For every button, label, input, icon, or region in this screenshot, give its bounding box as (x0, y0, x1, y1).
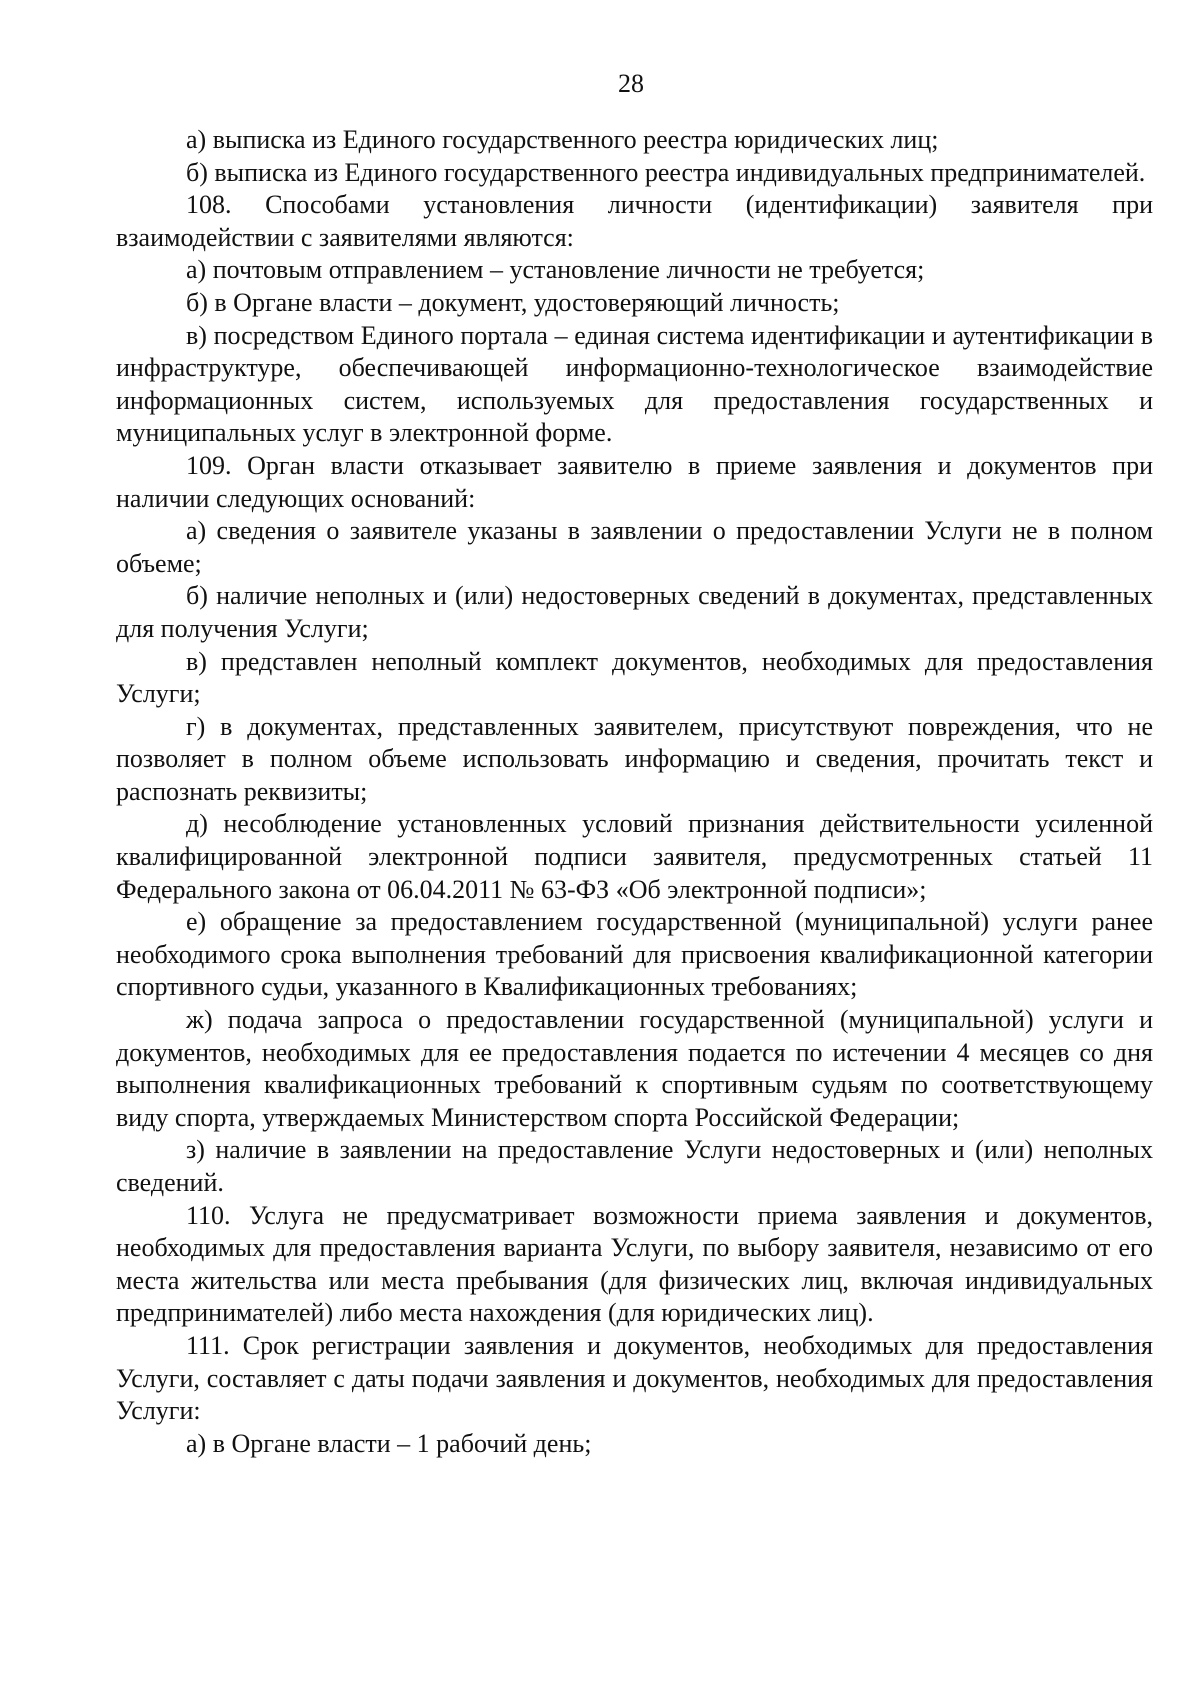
clause-109-item-g: г) в документах, представленных заявителем, присутствуют повреждения, что не позволяет в полном объеме использовать информацию и сведения, прочитать текст и распознать реквизиты; (116, 711, 1153, 806)
clause-108-item-b: б) в Органе власти – документ, удостоверяющий личность; (186, 287, 840, 317)
clause-109-item-z: з) наличие в заявлении на предоставление Услуги недостоверных и (или) неполных сведений. (116, 1135, 1153, 1197)
clause-111-item-a: а) в Органе власти – 1 рабочий день; (186, 1428, 592, 1458)
clause-108: 108. Способами установления личности (идентификации) заявителя при взаимодействии с заявителями являются: (116, 190, 1153, 252)
clause-109-item-b: б) наличие неполных и (или) недостоверных сведений в документах, представленных для получения Услуги; (116, 581, 1153, 643)
clause-109-item-v: в) представлен неполный комплект документов, необходимых для предоставления Услуги; (116, 646, 1153, 709)
list-item-a-legal-entities: а) выписка из Единого государственного реестра юридических лиц; (186, 125, 939, 154)
clause-109-item-d: д) несоблюдение установленных условий признания действительности усиленной квалифицированной электронной подписи заявителя, предусмотренных статьей 11 Федерального закона от 06.04.2011 № 63-ФЗ «Об электронной подписи»; (116, 809, 1153, 904)
list-item-b-entrepreneurs: б) выписка из Единого государственного реестра индивидуальных предпринимателей. (186, 157, 1146, 187)
clause-109: 109. Орган власти отказывает заявителю в приеме заявления и документов при наличии следующих оснований: (116, 450, 1153, 513)
document-body (116, 124, 1153, 1460)
clause-111: 111. Срок регистрации заявления и документов, необходимых для предоставления Услуги, составляет с даты подачи заявления и документов, необходимых для предоставления Услуги: (116, 1330, 1153, 1426)
clause-109-item-a: а) сведения о заявителе указаны в заявлении о предоставлении Услуги не в полном объеме; (116, 516, 1153, 578)
clause-109-item-zh: ж) подача запроса о предоставлении государственной (муниципальной) услуги и документов, необходимых для ее предоставления подается по истечении 4 месяцев со дня выполнения квалификационных требований к спортивным судьям по соответствующему виду спорта, утверждаемых Министерством спорта Российской Федерации; (116, 1005, 1153, 1132)
clause-110: 110. Услуга не предусматривает возможности приема заявления и документов, необходимых для предоставления варианта Услуги, по выбору заявителя, независимо от его места жительства или места пребывания (для физических лиц, включая индивидуальных предпринимателей) либо места нахождения (для юридических лиц). (116, 1200, 1153, 1328)
clause-108-item-v: в) посредством Единого портала – единая система идентификации и аутентификации в инфраструктуре, обеспечивающей информационно-технологическое взаимодействие информационных систем, используемых для предоставления государственных и муниципальных услуг в электронной форме. (116, 320, 1153, 448)
page-number: 28 (618, 69, 644, 98)
clause-109-item-e: е) обращение за предоставлением государственной (муниципальной) услуги ранее необходимого срока выполнения требований для присвоения квалификационной категории спортивного судьи, указанного в Квалификационных требованиях; (116, 907, 1153, 1002)
clause-108-item-a: а) почтовым отправлением – установление личности не требуется; (186, 255, 925, 285)
